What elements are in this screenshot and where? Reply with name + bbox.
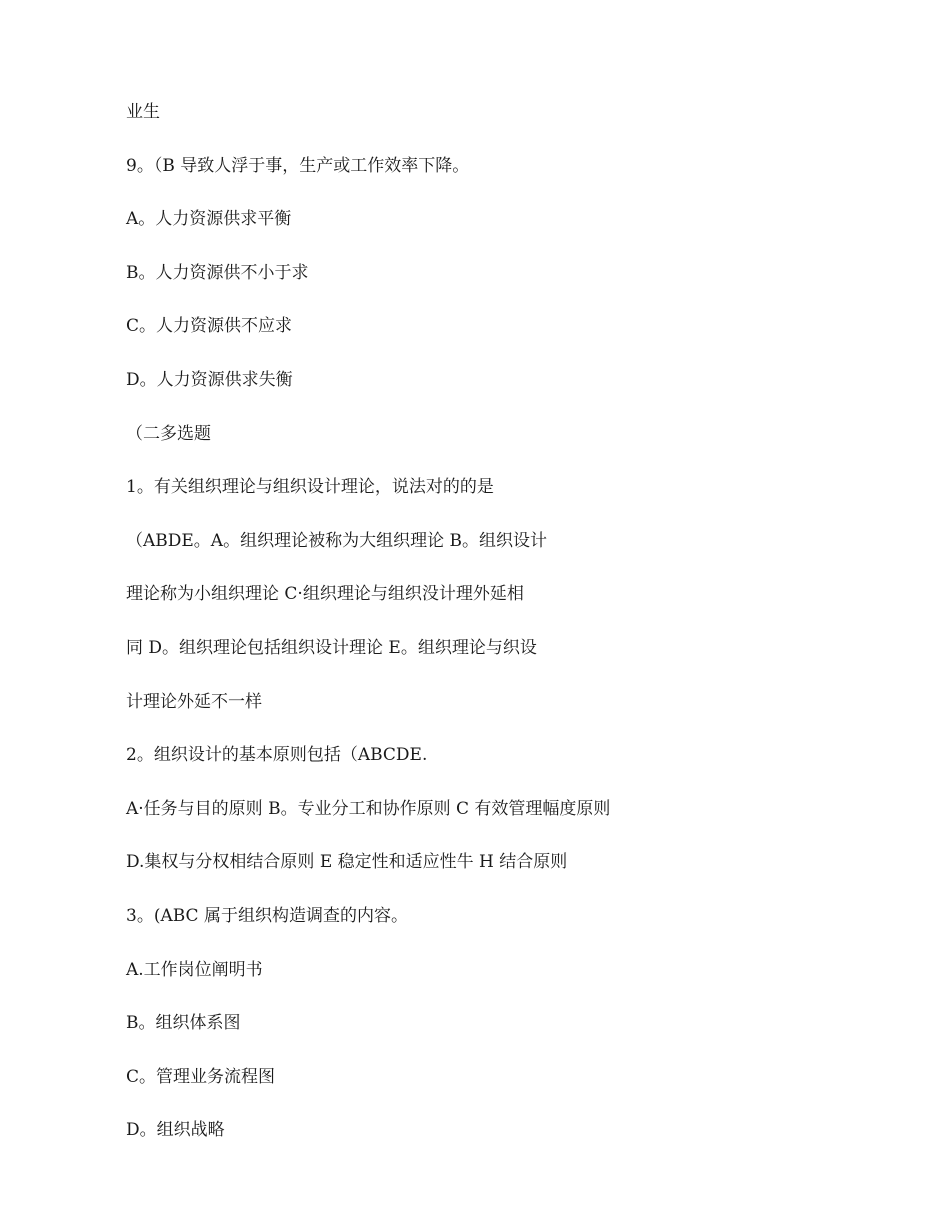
mc-question-3-option-b: B。组织体系图 bbox=[126, 1013, 241, 1034]
mc-question-3-option-d: D。组织战略 bbox=[126, 1120, 225, 1141]
mc-question-3-option-a: A.工作岗位阐明书 bbox=[126, 959, 263, 980]
text-line-continuation: 业生 bbox=[126, 102, 160, 122]
mc-question-3-option-c: C。管理业务流程图 bbox=[126, 1066, 276, 1087]
mc-question-2-options: D.集权与分权相结合原则 E 稳定性和适应性牛 H 结合原则 bbox=[126, 852, 568, 873]
question-9-option-b: B。人力资源供不小于求 bbox=[126, 262, 309, 283]
question-9-stem: 9。（B 导致人浮于事，生产或工作效率下降。 bbox=[126, 155, 470, 176]
mc-question-2-stem: 2。组织设计的基本原则包括（ABCDE. bbox=[126, 745, 428, 766]
mc-question-1-text: 计理论外延不一样 bbox=[126, 691, 262, 712]
mc-question-1-stem: 1。有关组织理论与组织设计理论，说法对的的是 bbox=[126, 477, 494, 498]
mc-question-2-options: A·任务与目的原则 B。专业分工和协作原则 C 有效管理幅度原则 bbox=[126, 798, 611, 819]
mc-question-1-text: 理论称为小组织理论 C·组织理论与组织没计理外延相 bbox=[126, 584, 524, 605]
section-heading-multiple-choice: （二多选题 bbox=[126, 423, 211, 444]
question-9-option-d: D。人力资源供求失衡 bbox=[126, 369, 293, 390]
mc-question-3-stem: 3。(ABC 属于组织构造调查的内容。 bbox=[126, 905, 408, 926]
question-9-option-c: C。人力资源供不应求 bbox=[126, 316, 293, 337]
mc-question-1-text: （ABDE。A。组织理论被称为大组织理论 B。组织设计 bbox=[126, 530, 547, 551]
mc-question-1-text: 同 D。组织理论包括组织设计理论 E。组织理论与织设 bbox=[126, 637, 537, 658]
document-body bbox=[126, 99, 826, 1171]
question-9-option-a: A。人力资源供求平衡 bbox=[126, 209, 292, 230]
